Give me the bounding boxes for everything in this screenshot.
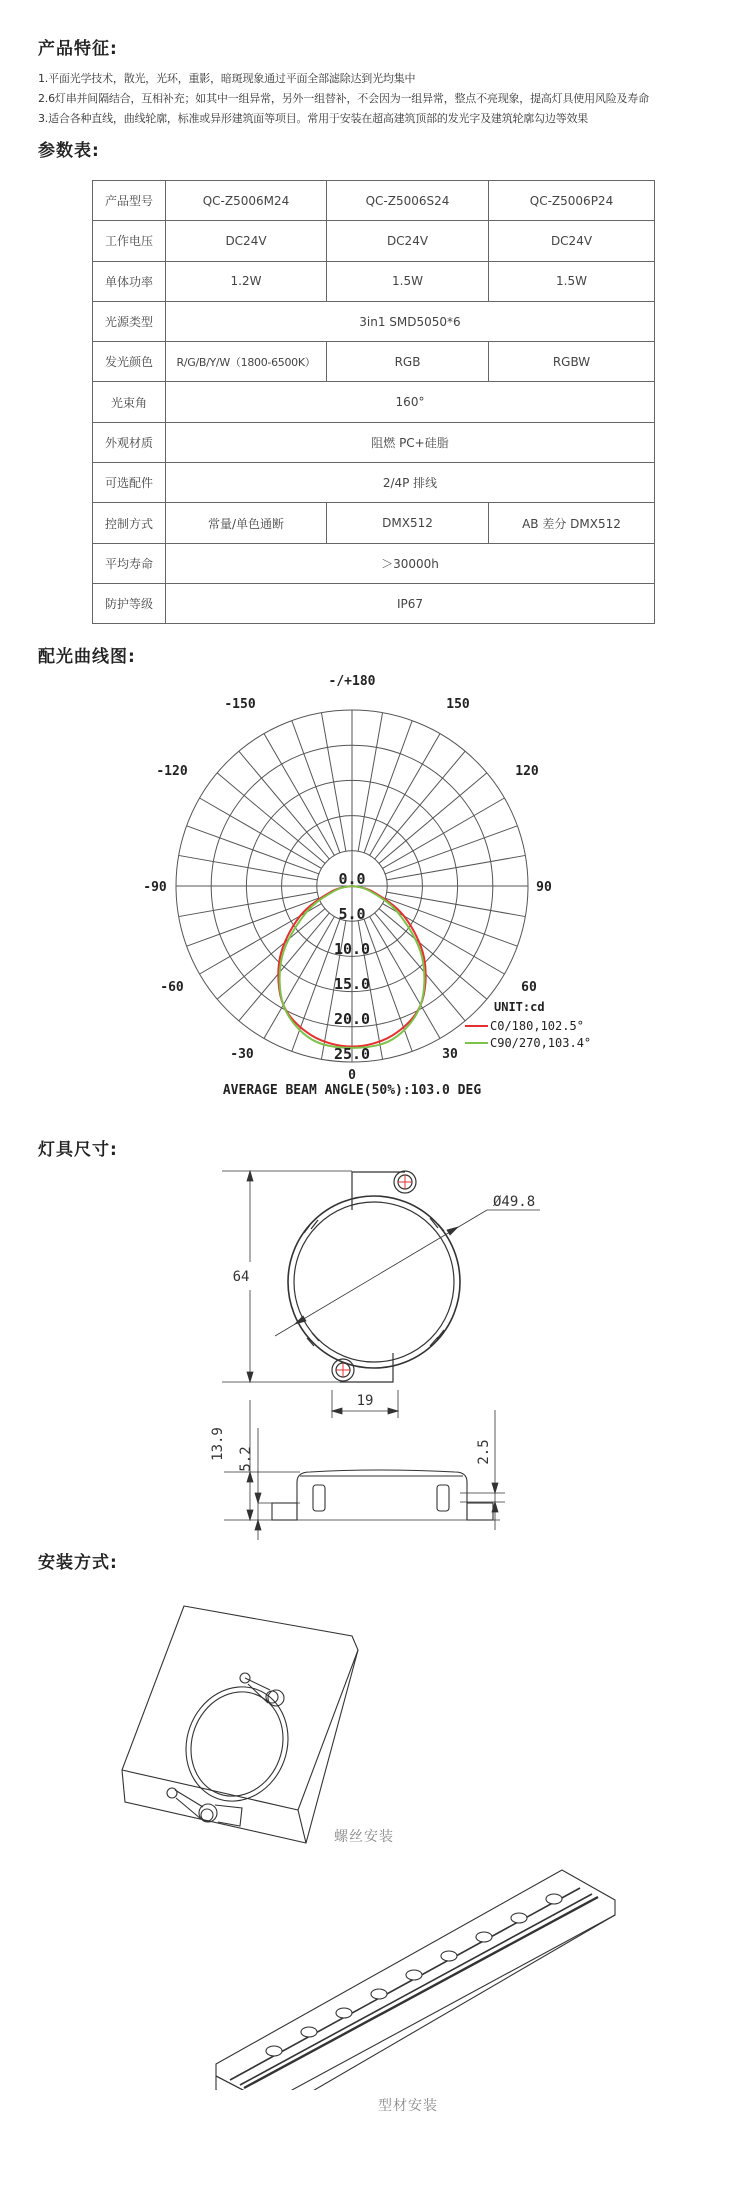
angle-label: -30 xyxy=(230,1047,254,1062)
cell: DC24V xyxy=(166,221,327,261)
cell: RGBW xyxy=(489,342,655,382)
angle-label: 120 xyxy=(515,764,539,779)
cell: 阻燃 PC+硅脂 xyxy=(166,422,655,462)
cell: 1.2W xyxy=(166,261,327,301)
ring-label: 10.0 xyxy=(333,940,371,958)
ring-label: 0.0 xyxy=(338,870,366,888)
angle-label: 90 xyxy=(536,880,552,895)
cell: 3in1 SMD5050*6 xyxy=(166,301,655,341)
installation-title: 安装方式: xyxy=(38,1553,118,1573)
cell: 1.5W xyxy=(327,261,489,301)
cell: 2/4P 排线 xyxy=(166,463,655,503)
angle-label: 60 xyxy=(521,980,537,995)
cell: QC-Z5006S24 xyxy=(327,181,489,221)
row-label: 发光颜色 xyxy=(93,342,166,382)
row-label: 光束角 xyxy=(93,382,166,422)
cell: ＞30000h xyxy=(166,543,655,583)
screw-installation-caption: 螺丝安装 xyxy=(334,1829,394,1845)
width-dim-label: 19 xyxy=(356,1393,374,1409)
angle-label: -90 xyxy=(143,880,167,895)
dimension-drawing xyxy=(0,1140,750,1540)
side-view-outline xyxy=(272,1470,493,1520)
row-label: 平均寿命 xyxy=(93,543,166,583)
cell: DMX512 xyxy=(327,503,489,543)
cell: DC24V xyxy=(489,221,655,261)
dimension-labels xyxy=(210,1194,535,1472)
feature-item-2: 2.6灯串并间隔结合，互相补充；如其中一组异常，另外一组替补，不会因为一组异常，整点不亮现象，提高灯具使用风险及寿命 xyxy=(38,92,649,105)
angle-label: -/+180 xyxy=(328,674,376,689)
ring-label: 25.0 xyxy=(333,1045,371,1063)
cell: AB 差分 DMX512 xyxy=(489,503,655,543)
cell: IP67 xyxy=(166,583,655,623)
cell: R/G/B/Y/W（1800-6500K） xyxy=(166,342,327,382)
step-dim-label: 2.5 xyxy=(476,1439,492,1465)
angle-label: 150 xyxy=(446,697,470,712)
profile-installation-illustration xyxy=(0,1860,750,2090)
unit-label: UNIT:cd xyxy=(494,1000,545,1014)
row-label: 产品型号 xyxy=(93,181,166,221)
total-height-dim-label: 13.9 xyxy=(210,1427,226,1461)
cell: QC-Z5006M24 xyxy=(166,181,327,221)
base-height-dim-label: 5.2 xyxy=(238,1446,254,1472)
legend-label-c90: C90/270,103.4° xyxy=(490,1036,592,1050)
row-label: 控制方式 xyxy=(93,503,166,543)
row-label: 工作电压 xyxy=(93,221,166,261)
outer-ring xyxy=(288,1196,460,1368)
top-tab-outline xyxy=(352,1172,405,1210)
cell: 160° xyxy=(166,382,655,422)
row-label: 防护等级 xyxy=(93,583,166,623)
ring-label: 20.0 xyxy=(333,1010,371,1028)
ring-label: 5.0 xyxy=(338,905,366,923)
legend-label-c0: C0/180,102.5° xyxy=(490,1019,584,1033)
row-label: 可选配件 xyxy=(93,463,166,503)
angle-label: 0 xyxy=(348,1068,356,1083)
beam-angle-footer: AVERAGE BEAM ANGLE(50%):103.0 DEG xyxy=(222,1083,482,1098)
angle-label: -60 xyxy=(160,980,184,995)
cell: 1.5W xyxy=(489,261,655,301)
height-dim-label: 64 xyxy=(232,1269,250,1285)
light-curve-title: 配光曲线图: xyxy=(38,647,136,667)
diameter-dim-label: Ø49.8 xyxy=(493,1194,536,1210)
cell: RGB xyxy=(327,342,489,382)
inner-ring xyxy=(294,1202,454,1362)
ring-label: 15.0 xyxy=(333,975,371,993)
cell: DC24V xyxy=(327,221,489,261)
angle-label: -150 xyxy=(224,697,256,712)
features-title: 产品特征: xyxy=(38,39,118,59)
feature-item-3: 3.适合各种直线，曲线轮廓，标准或异形建筑面等项目。常用于安装在超高建筑顶部的发光字及建筑轮廓勾边等效果 xyxy=(38,112,589,125)
cell: 常量/单色通断 xyxy=(166,503,327,543)
feature-item-1: 1.平面光学技术，散光，光环，重影，暗斑现象通过平面全部滤除达到光均集中 xyxy=(38,72,416,85)
row-label: 光源类型 xyxy=(93,301,166,341)
dimensions-title: 灯具尺寸: xyxy=(38,1140,118,1160)
cell: QC-Z5006P24 xyxy=(489,181,655,221)
angle-label: -120 xyxy=(156,764,188,779)
row-label: 外观材质 xyxy=(93,422,166,462)
profile-installation-caption: 型材安装 xyxy=(378,2098,438,2114)
angle-label: 30 xyxy=(442,1047,458,1062)
row-label: 单体功率 xyxy=(93,261,166,301)
spec-table-title: 参数表: xyxy=(38,141,100,161)
